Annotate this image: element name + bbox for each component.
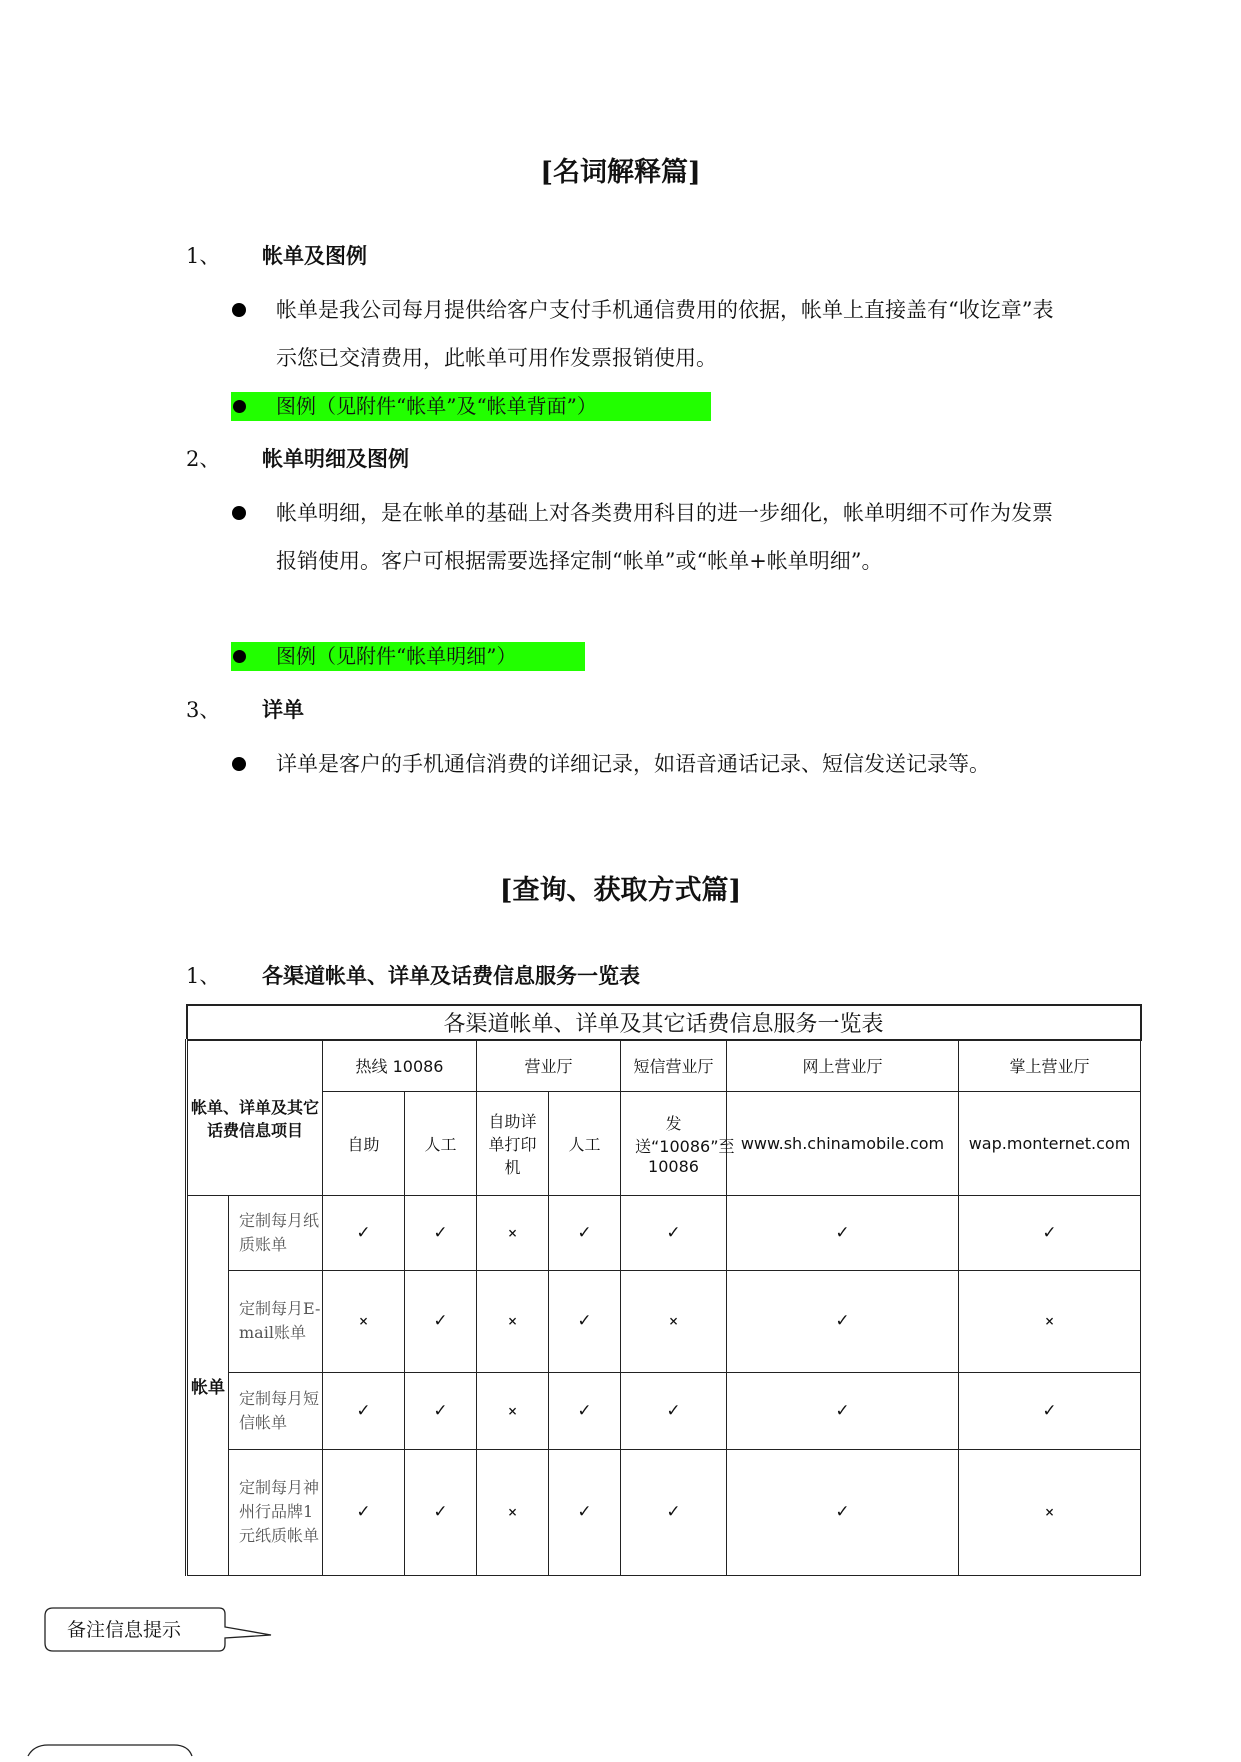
check-mark: ✓ [323, 1195, 405, 1270]
section1-title: [名词解释篇] [540, 157, 701, 188]
bullet-icon [232, 506, 246, 520]
check-mark: ✓ [549, 1195, 621, 1270]
row-label: 定制每月神州行品牌1元纸质帐单 [229, 1449, 323, 1575]
check-mark: ✓ [727, 1372, 959, 1449]
cross-mark: × [477, 1449, 549, 1575]
cross-mark: × [959, 1449, 1141, 1575]
item3-number: 3、 [186, 698, 221, 722]
group-bill: 帐单 [187, 1195, 229, 1575]
item1-number: 1、 [186, 244, 221, 268]
item3-description: 详单是客户的手机通信消费的详细记录，如语音通话记录、短信发送记录等。 [276, 752, 990, 776]
cross-mark: × [477, 1372, 549, 1449]
row-label: 定制每月短信帐单 [229, 1372, 323, 1449]
check-mark: ✓ [621, 1195, 727, 1270]
sub-wap-site: wap.monternet.com [959, 1091, 1141, 1195]
row-label: 定制每月纸质账单 [229, 1195, 323, 1270]
check-mark: ✓ [405, 1372, 477, 1449]
check-mark: ✓ [405, 1195, 477, 1270]
table-title: 各渠道帐单、详单及其它话费信息服务一览表 [187, 1005, 1141, 1040]
check-mark: ✓ [959, 1372, 1141, 1449]
check-mark: ✓ [549, 1449, 621, 1575]
item-header: 帐单、详单及其它话费信息项目 [187, 1040, 323, 1195]
cross-mark: × [959, 1270, 1141, 1372]
check-mark: ✓ [621, 1372, 727, 1449]
item2-heading: 帐单明细及图例 [262, 446, 409, 471]
check-mark: ✓ [323, 1449, 405, 1575]
channel-business-hall: 营业厅 [477, 1040, 621, 1091]
channel-sms-hall: 短信营业厅 [621, 1040, 727, 1091]
row-label: 定制每月E-mail账单 [229, 1270, 323, 1372]
callout-bubble-icon [24, 1742, 194, 1762]
check-mark: ✓ [727, 1449, 959, 1575]
check-mark: ✓ [323, 1372, 405, 1449]
channel-mobile-hall: 掌上营业厅 [959, 1040, 1141, 1091]
sub-manual: 人工 [405, 1091, 477, 1195]
item2-description: 帐单明细，是在帐单的基础上对各类费用科目的进一步细化，帐单明细不可作为发票报销使用。客户可根据需要选择定制“帐单”或“帐单+帐单明细”。 [276, 501, 1053, 573]
cross-mark: × [621, 1270, 727, 1372]
check-mark: ✓ [549, 1270, 621, 1372]
sub-website: www.sh.chinamobile.com [727, 1091, 959, 1195]
check-mark: ✓ [727, 1270, 959, 1372]
check-mark: ✓ [549, 1372, 621, 1449]
item3-heading: 详单 [262, 697, 304, 722]
check-mark: ✓ [405, 1449, 477, 1575]
callout-text: 备注信息提示 [67, 1619, 182, 1641]
check-mark: ✓ [621, 1449, 727, 1575]
cross-mark: × [323, 1270, 405, 1372]
section2-item-heading: 各渠道帐单、详单及话费信息服务一览表 [262, 963, 640, 988]
check-mark: ✓ [959, 1195, 1141, 1270]
sub-self-service: 自助 [323, 1091, 405, 1195]
sub-manual: 人工 [549, 1091, 621, 1195]
item1-figure-text: 图例（见附件“帐单”及“帐单背面”） [276, 394, 597, 418]
bullet-icon [233, 400, 246, 413]
item1-figure-highlight [231, 392, 711, 421]
service-table [185, 1004, 1142, 1576]
sub-sms-command: 发送“10086”至10086 [621, 1091, 727, 1195]
section2-item-number: 1、 [186, 964, 221, 988]
cross-mark: × [477, 1270, 549, 1372]
bullet-icon [232, 303, 246, 317]
bullet-icon [232, 757, 246, 771]
note-callout [43, 1607, 223, 1649]
channel-hotline: 热线 10086 [323, 1040, 477, 1091]
item2-figure-text: 图例（见附件“帐单明细”） [276, 644, 517, 668]
check-mark: ✓ [405, 1270, 477, 1372]
bullet-icon [233, 650, 246, 663]
check-mark: ✓ [727, 1195, 959, 1270]
channel-online-hall: 网上营业厅 [727, 1040, 959, 1091]
item2-number: 2、 [186, 447, 221, 471]
sub-self-print: 自助详单打印机 [477, 1091, 549, 1195]
item1-description: 帐单是我公司每月提供给客户支付手机通信费用的依据，帐单上直接盖有“收讫章”表示您已交清费用，此帐单可用作发票报销使用。 [276, 298, 1054, 370]
section2-title: [查询、获取方式篇] [499, 875, 742, 906]
cross-mark: × [477, 1195, 549, 1270]
item2-figure-highlight [231, 642, 585, 671]
item1-heading: 帐单及图例 [262, 243, 367, 268]
